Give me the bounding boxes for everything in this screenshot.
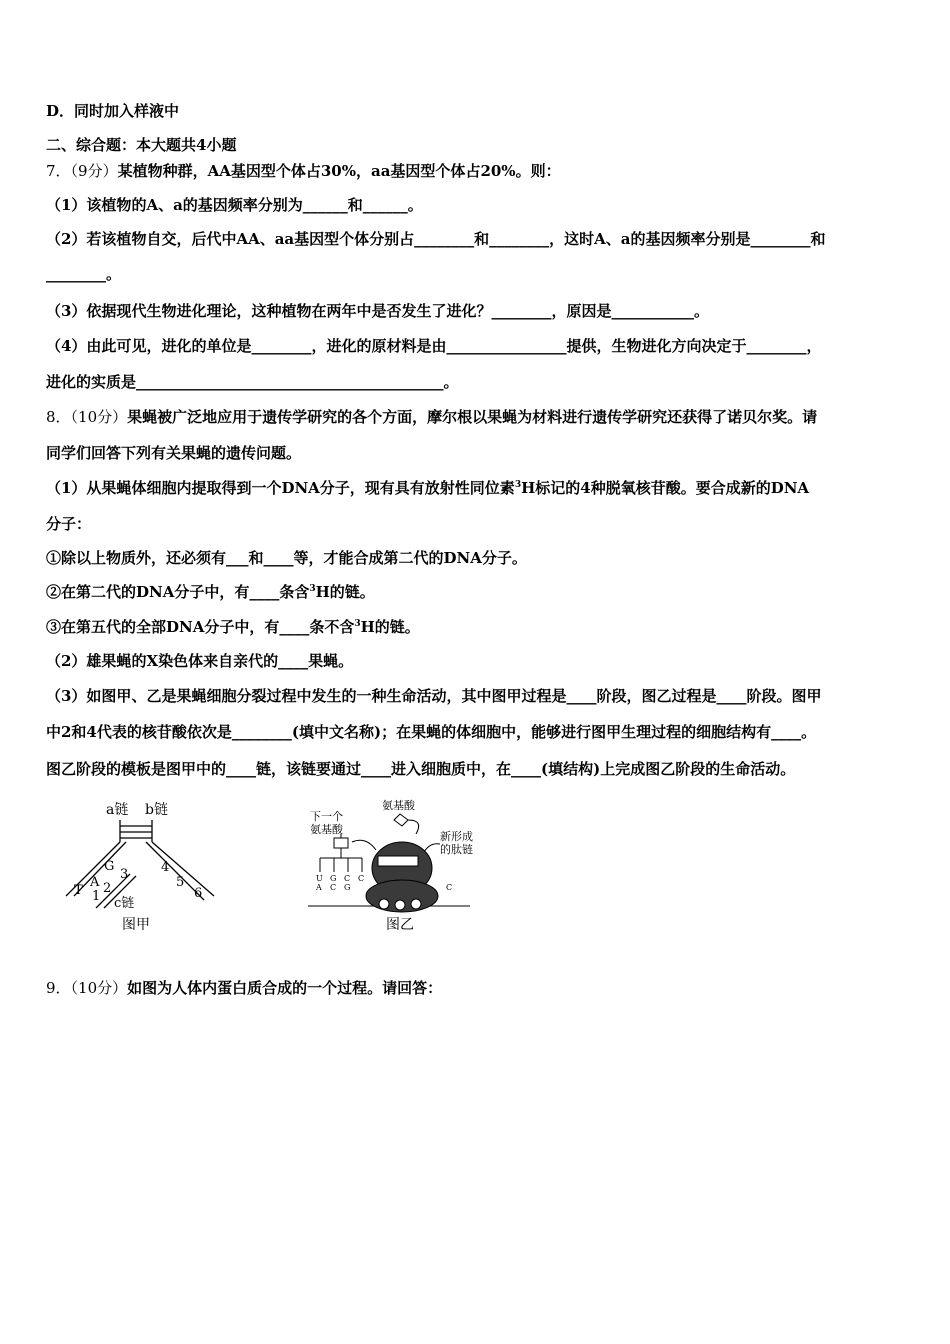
q8-part1a-text2: H标记的4种脱氧核苷酸。要合成新的DNA — [521, 479, 810, 497]
q9-text: 如图为人体内蛋白质合成的一个过程。请回答： — [127, 979, 443, 997]
q7-part1: （1）该植物的A、a的基因频率分别为______和______。 — [46, 196, 423, 214]
fig-yi-new-chain2: 的肽链 — [440, 843, 473, 856]
q8-part1a-text: （1）从果蝇体细胞内提取得到一个DNA分子，现有具有放射性同位素 — [46, 479, 515, 497]
q8-circle3-text: ③在第五代的全部DNA分子中，有____条不含 — [46, 618, 355, 636]
fig-jia-b-chain: b链 — [145, 802, 168, 818]
fig-yi-new-chain: 新形成 — [440, 830, 473, 843]
q8-circle3 — [46, 617, 906, 637]
q8-part1a-sup: 3 — [514, 480, 522, 490]
fig-jia-n6: 6 — [194, 886, 203, 901]
q8-circle2-sup: 3 — [309, 584, 316, 594]
figure-jia — [60, 798, 225, 938]
q7-number: 7．（9分） — [46, 162, 118, 180]
q7-part4a: （4）由此可见，进化的单位是________，进化的原材料是由________________提供，生物进化方向决定于________， — [46, 337, 822, 355]
q8-circle2-text: ②在第二代的DNA分子中，有____条含 — [46, 583, 310, 601]
fig-yi-C2: C — [358, 874, 365, 883]
q7-text: 某植物种群，AA基因型个体占30%，aa基因型个体占20%。则： — [117, 162, 561, 180]
section-heading: 二、综合题：本大题共4小题 — [46, 136, 237, 154]
q9-number: 9．（10分） — [46, 979, 128, 997]
fig-jia-c-chain: c链 — [114, 896, 135, 911]
fig-yi-caption: 图乙 — [386, 917, 414, 933]
fig-yi-next-aa2: 氨基酸 — [310, 823, 343, 836]
fig-jia-T: T — [74, 883, 83, 898]
q8-stem — [46, 407, 906, 427]
option-d: D．同时加入样液中 — [46, 102, 180, 120]
q8-number: 8．（10分） — [46, 408, 128, 426]
q7-stem — [46, 161, 906, 181]
fig-jia-G: G — [104, 859, 115, 874]
q8-part2: （2）雄果蝇的X染色体来自亲代的____果蝇。 — [46, 652, 354, 670]
q8-circle2-text2: H的链。 — [315, 583, 375, 601]
fig-jia-n5: 5 — [176, 875, 185, 890]
q8-circle3-text2: H的链。 — [360, 618, 420, 636]
q8-part3b: 中2和4代表的核苷酸依次是________(填中文名称)；在果蝇的体细胞中，能够进行图甲生理过程的细胞结构有____。 — [46, 723, 817, 741]
q8-circle3-sup: 3 — [354, 619, 361, 629]
fig-yi-next-aa: 下一个 — [310, 810, 343, 823]
q7-part3: （3）依据现代生物进化理论，这种植物在两年中是否发生了进化？________，原因是___________。 — [46, 302, 709, 320]
q7-part4b: 进化的实质是_________________________________________。 — [46, 373, 459, 391]
figure-yi — [304, 796, 474, 938]
q8-part3c: 图乙阶段的模板是图甲中的____链，该链要通过____进入细胞质中，在____(填结构)上完成图乙阶段的生命活动。 — [46, 760, 796, 778]
fig-yi-C1: C — [344, 874, 351, 883]
fig-yi-G2: G — [344, 883, 351, 892]
fig-yi-Cr: C — [446, 883, 453, 892]
q9-stem — [46, 978, 906, 998]
q8-part1a — [46, 478, 906, 498]
q8-part3a: （3）如图甲、乙是果蝇细胞分裂过程中发生的一种生命活动，其中图甲过程是____阶段，图乙过程是____阶段。图甲 — [46, 687, 822, 705]
q8-text: 果蝇被广泛地应用于遗传学研究的各个方面，摩尔根以果蝇为材料进行遗传学研究还获得了诺贝尔奖。请 — [127, 408, 818, 426]
q8-part1b: 分子： — [46, 515, 92, 533]
q8-stem-cont: 同学们回答下列有关果蝇的遗传问题。 — [46, 444, 302, 462]
q7-part2b: ________。 — [46, 265, 122, 283]
fig-yi-G: G — [330, 874, 337, 883]
fig-jia-n3: 3 — [120, 867, 129, 882]
fig-yi-A: A — [316, 883, 322, 892]
q7-part2a: （2）若该植物自交，后代中AA、aa基因型个体分别占________和________，这时A、a的基因频率分别是________和 — [46, 230, 826, 248]
q8-circle1: ①除以上物质外，还必须有___和____等，才能合成第二代的DNA分子。 — [46, 549, 527, 567]
q8-circle2 — [46, 582, 906, 602]
fig-yi-C3: C — [330, 883, 337, 892]
fig-yi-aa: 氨基酸 — [382, 799, 415, 812]
fig-yi-U: U — [316, 874, 323, 883]
fig-jia-caption: 图甲 — [122, 917, 150, 933]
fig-jia-A: A — [90, 875, 100, 890]
fig-jia-n1: 1 — [92, 889, 101, 904]
fig-jia-n4: 4 — [161, 860, 170, 875]
fig-jia-n2: 2 — [103, 881, 112, 896]
fig-jia-a-chain: a链 — [106, 802, 129, 818]
